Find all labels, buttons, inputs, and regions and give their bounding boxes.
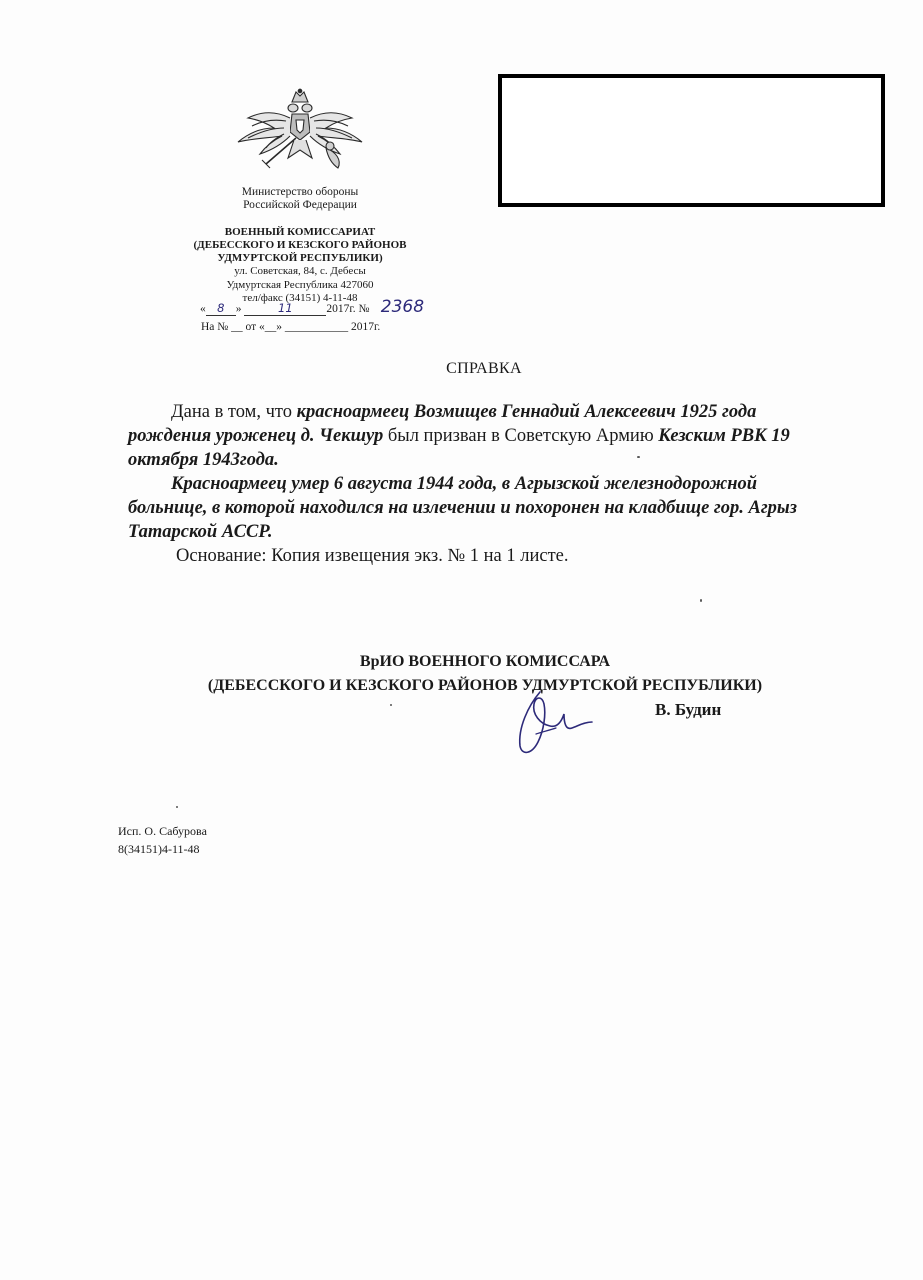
scan-speck xyxy=(390,704,392,706)
ministry-line: Министерство обороны xyxy=(241,186,359,198)
paragraph-death xyxy=(128,472,818,544)
org-line: ВОЕННЫЙ КОМИССАРИАТ xyxy=(224,226,376,238)
document-body xyxy=(128,400,818,568)
org-line: (ДЕБЕССКОГО И КЕЗСКОГО РАЙОНОВ xyxy=(193,239,407,251)
paragraph-conscription xyxy=(128,400,818,472)
handwritten-month: 11 xyxy=(244,303,326,316)
p1-conscripted: был призван в Советскую Армию xyxy=(383,426,659,446)
handwritten-signature xyxy=(510,684,600,760)
p1-soldier: красноармеец Возмищев Геннадий Алексеевич 1925 года рождения уроженец д. Чекшур xyxy=(128,402,757,446)
address-line: ул. Советская, 84, с. Дебесы xyxy=(234,265,366,277)
org-line: УДМУРТСКОЙ РЕСПУБЛИКИ) xyxy=(217,252,383,264)
year-suffix: 2017г. № xyxy=(326,303,370,315)
scan-speck xyxy=(176,806,178,808)
executor-info xyxy=(118,822,207,858)
p1-intro: Дана в том, что xyxy=(171,402,297,422)
executor-phone: 8(34151)4-11-48 xyxy=(118,842,200,856)
paragraph-basis: Основание: Копия извещения экз. № 1 на 1 листе. xyxy=(176,546,569,566)
signatory-name: В. Будин xyxy=(655,700,722,719)
address-line: тел/факс (34151) 4-11-48 xyxy=(242,292,358,304)
signatory-title-line: (ДЕБЕССКОГО И КЕЗСКОГО РАЙОНОВ УДМУРТСКОЙ РЕСПУБЛИКИ) xyxy=(207,677,763,694)
p1-rvk-date: Кезским РВК 19 октября 1943года. xyxy=(128,426,790,470)
redacted-addressee-box xyxy=(498,74,885,207)
handwritten-number: 2368 xyxy=(380,297,425,317)
signatory-title xyxy=(160,650,810,698)
executor-name: Исп. О. Сабурова xyxy=(118,824,207,838)
organization-name xyxy=(150,226,450,265)
scan-speck xyxy=(700,599,702,602)
address-line: Удмуртская Республика 427060 xyxy=(226,278,374,291)
p2-death-text: Красноармеец умер 6 августа 1944 года, в Агрызской железнодорожной больнице, в которой находился на излечении и похоронен на кладбище гор. Агрыз Татарской АССР. xyxy=(128,474,797,542)
reply-reference-line: На № __ от «__» ___________ 2017г. xyxy=(201,321,381,333)
ministry-line: Российской Федерации xyxy=(243,199,357,211)
signatory-title-line: ВрИО ВОЕННОГО КОМИССАРА xyxy=(359,653,611,670)
letterhead xyxy=(150,186,450,306)
scan-speck xyxy=(637,456,640,458)
handwritten-day: 8 xyxy=(206,303,236,316)
document-title: СПРАВКА xyxy=(446,360,522,377)
close-quote: » xyxy=(235,303,242,315)
ministry-emblem-icon xyxy=(226,88,374,180)
ministry-name xyxy=(150,186,450,212)
open-quote: « xyxy=(200,303,206,315)
